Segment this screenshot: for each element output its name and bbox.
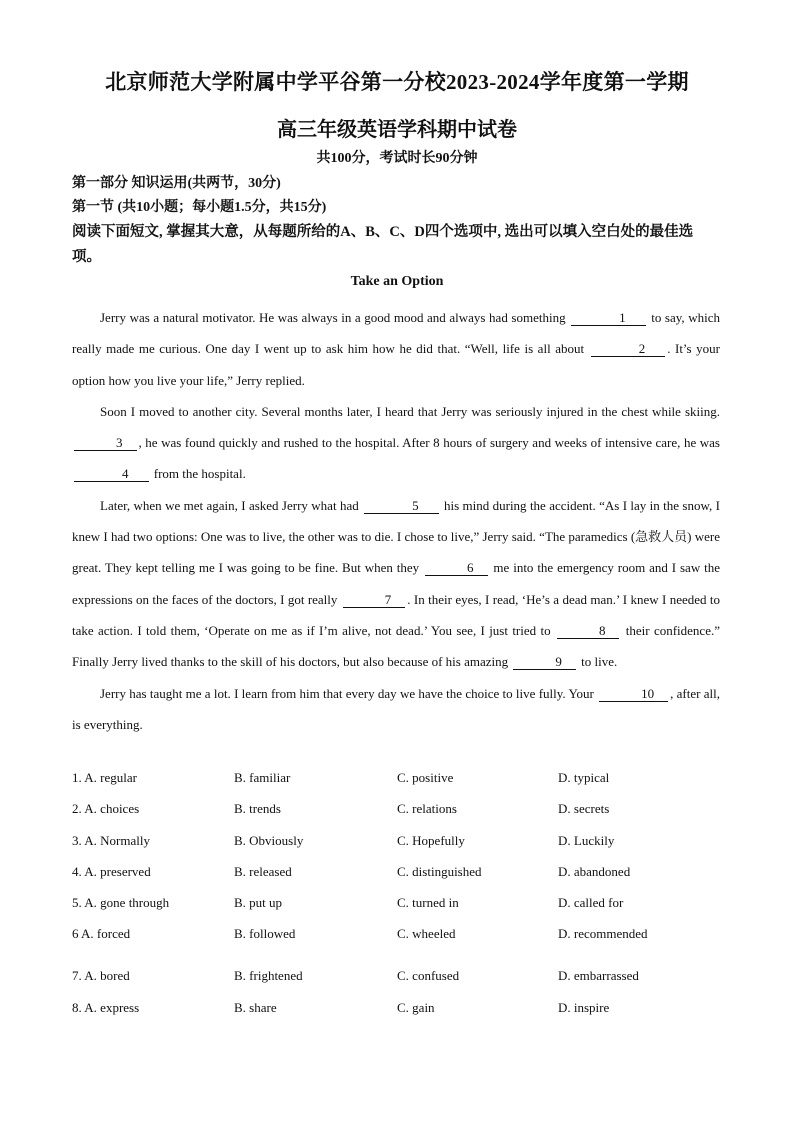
question-row bbox=[72, 1000, 732, 1031]
option-a: 4. A. preserved bbox=[72, 863, 151, 879]
option-a: 1. A. regular bbox=[72, 770, 137, 785]
option-d: D. recommended bbox=[558, 926, 648, 942]
option-d: D. called for bbox=[558, 895, 624, 911]
option-b: B. released bbox=[234, 863, 292, 879]
option-d: D. Luckily bbox=[558, 832, 615, 848]
option-a: 5. A. gone through bbox=[72, 895, 170, 911]
option-b: B. trends bbox=[234, 801, 281, 817]
option-c: C. turned in bbox=[397, 895, 459, 911]
passage bbox=[72, 302, 720, 740]
option-b: B. put up bbox=[234, 895, 283, 911]
question-row bbox=[72, 770, 732, 801]
option-a: 6 A. forced bbox=[72, 926, 131, 942]
option-d: D. secrets bbox=[558, 801, 610, 817]
exam-subtitle: 共100分，考试时长90分钟 bbox=[316, 151, 478, 166]
option-d: D. typical bbox=[558, 770, 610, 785]
options-list bbox=[72, 770, 732, 1031]
option-d: D. abandoned bbox=[558, 863, 631, 879]
blank-6: 6 bbox=[425, 560, 488, 576]
option-a: 8. A. express bbox=[72, 999, 140, 1015]
option-b: B. familiar bbox=[234, 770, 291, 785]
exam-title-line2: 高三年级英语学科期中试卷 bbox=[277, 119, 517, 141]
blank-4: 4 bbox=[74, 466, 149, 482]
option-a: 7. A. bored bbox=[72, 968, 130, 984]
option-c: C. gain bbox=[397, 999, 435, 1015]
option-d: D. embarrassed bbox=[558, 968, 639, 984]
option-c: C. confused bbox=[397, 968, 460, 984]
passage-title: Take an Option bbox=[350, 274, 444, 289]
option-c: C. relations bbox=[397, 801, 457, 817]
option-b: B. Obviously bbox=[234, 832, 304, 848]
option-c: C. positive bbox=[397, 770, 454, 785]
paragraph-3: Later, when we met again, I asked Jerry what had 5 his mind during the accident. “As I lay in the snow, I knew I had two options: One was to live, the other was to die. I chose to live,” Jerry said. “The paramedics (急救人员) were great. They kept telling me I was going to be fine. But when they 6 me into the emergency room and I saw the expressions on the faces of the doctors, I got really 7 . In their eyes, I read, ‘He’s a dead man.’ I knew I needed to take action. I told them, ‘Operate on me as if I’m alive, not dead.’ You see, I just tried to 8 their confidence.” Finally Jerry lived thanks to the skill of his doctors, but also because of his amazing 9 to live. bbox=[72, 497, 721, 670]
option-b: B. share bbox=[234, 999, 277, 1015]
option-c: C. distinguished bbox=[397, 863, 482, 879]
blank-1: 1 bbox=[571, 310, 646, 326]
question-row bbox=[72, 968, 732, 999]
question-row bbox=[72, 926, 732, 968]
blank-7: 7 bbox=[343, 592, 406, 608]
blank-10: 10 bbox=[599, 686, 668, 702]
option-a: 3. A. Normally bbox=[72, 832, 150, 848]
blank-9: 9 bbox=[513, 654, 576, 670]
option-c: C. wheeled bbox=[397, 926, 456, 942]
blank-5: 5 bbox=[364, 498, 439, 514]
question-row bbox=[72, 801, 732, 832]
blank-3: 3 bbox=[74, 435, 137, 451]
option-a: 2. A. choices bbox=[72, 801, 140, 817]
question-row bbox=[72, 864, 732, 895]
question-row bbox=[72, 895, 732, 926]
question-row bbox=[72, 833, 732, 864]
blank-8: 8 bbox=[557, 623, 620, 639]
exam-title-line1: 北京师范大学附属中学平谷第一分校2023-2024学年度第一学期 bbox=[105, 70, 689, 94]
option-d: D. inspire bbox=[558, 999, 610, 1015]
paragraph-4: Jerry has taught me a lot. I learn from him that every day we have the choice to live fully. Your 10 , after all, is everything. bbox=[72, 685, 720, 732]
blank-2: 2 bbox=[591, 341, 666, 357]
option-b: B. frightened bbox=[234, 968, 303, 984]
paragraph-2: Soon I moved to another city. Several months later, I heard that Jerry was seriously injured in the chest while skiing. 3 , he was found quickly and rushed to the hospital. After 8 hours of surgery and weeks of intensive care, he was 4 from the hospital. bbox=[72, 396, 720, 490]
paragraph-1: Jerry was a natural motivator. He was always in a good mood and always had something 1 to say, which really made me curious. One day I went up to ask him how he did that. “Well, life is all about 2 . It’s your option how you live your life,” Jerry replied. bbox=[72, 310, 721, 388]
instruction: 阅读下面短文, 掌握其大意，从每题所给的A、B、C、D四个选项中, 选出可以填入空白处的最佳选项。 bbox=[72, 224, 694, 265]
option-b: B. followed bbox=[234, 926, 296, 942]
option-c: C. Hopefully bbox=[397, 832, 465, 848]
section-label: 第一节 (共10小题；每小题1.5分，共15分) bbox=[72, 200, 327, 215]
part-label: 第一部分 知识运用(共两节，30分) bbox=[72, 176, 281, 191]
